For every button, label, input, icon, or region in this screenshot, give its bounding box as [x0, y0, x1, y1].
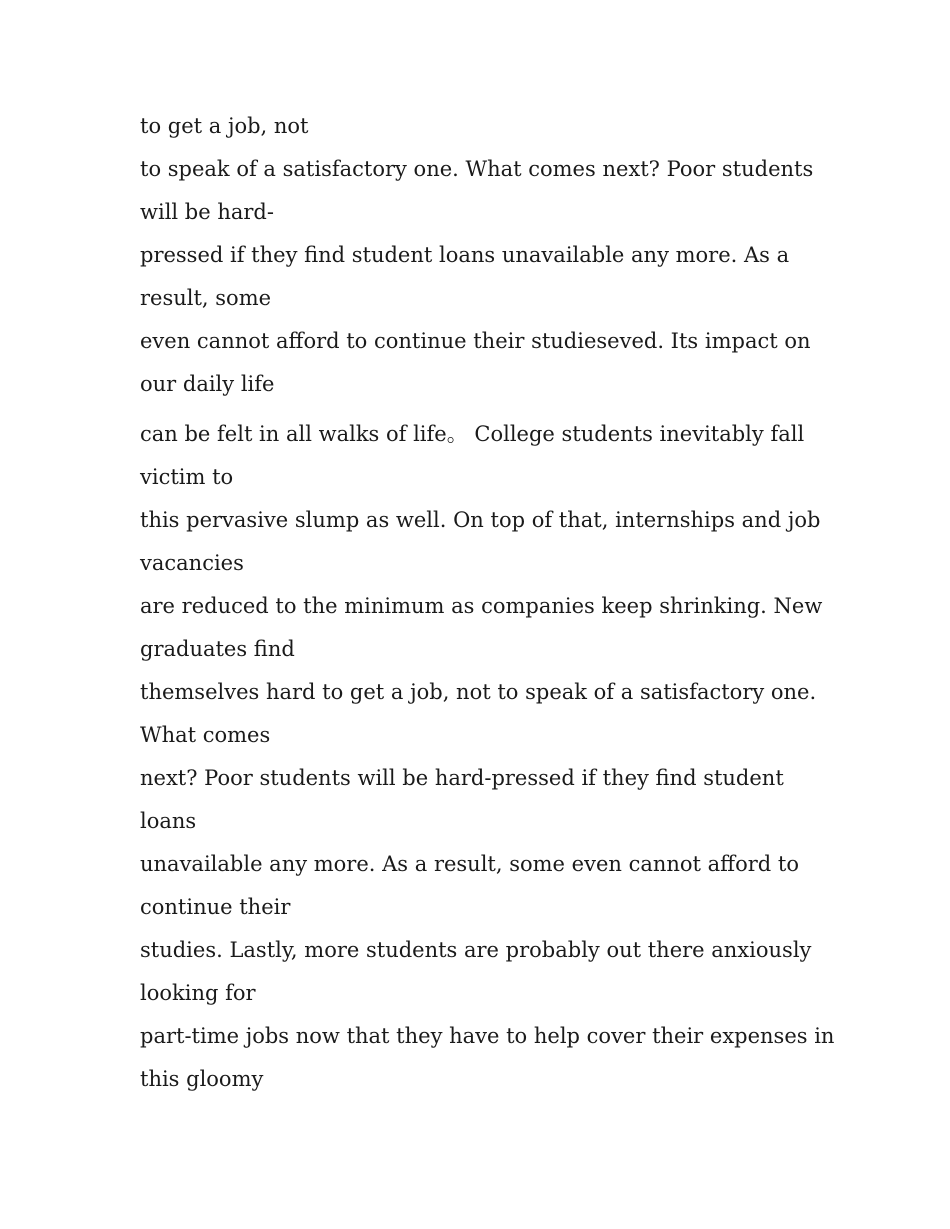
text-line: studies. Lastly, more students are probably out there anxiously — [140, 938, 812, 962]
text-line: result, some — [140, 286, 272, 310]
text-line: vacancies — [140, 551, 244, 575]
text-line: our daily life — [140, 372, 275, 396]
text-line: continue their — [140, 895, 291, 919]
text-line: looking for — [140, 981, 256, 1005]
text-line: will be hard- — [140, 200, 274, 224]
text-line: this pervasive slump as well. On top of that, internships and job — [140, 508, 821, 532]
text-line: part-time jobs now that they have to help cover their expenses in — [140, 1024, 835, 1048]
paragraph-gap — [140, 406, 820, 413]
text-line: even cannot afford to continue their studieseved. Its impact on — [140, 329, 811, 353]
text-line: can be felt in all walks of life。 College students inevitably fall — [140, 422, 805, 446]
text-line: What comes — [140, 723, 271, 747]
text-line: victim to — [140, 465, 234, 489]
text-line: themselves hard to get a job, not to speak of a satisfactory one. — [140, 680, 817, 704]
text-line: are reduced to the minimum as companies keep shrinking. New — [140, 594, 823, 618]
text-line: to get a job, not — [140, 114, 309, 138]
text-line: next? Poor students will be hard-pressed if they find student — [140, 766, 784, 790]
text-line: loans — [140, 809, 197, 833]
text-line: pressed if they find student loans unavailable any more. As a — [140, 243, 790, 267]
text-line: unavailable any more. As a result, some even cannot afford to — [140, 852, 799, 876]
text-line: to speak of a satisfactory one. What comes next? Poor students — [140, 157, 814, 181]
text-line: this gloomy — [140, 1067, 264, 1091]
text-line: graduates find — [140, 637, 295, 661]
body-text — [140, 105, 835, 1101]
